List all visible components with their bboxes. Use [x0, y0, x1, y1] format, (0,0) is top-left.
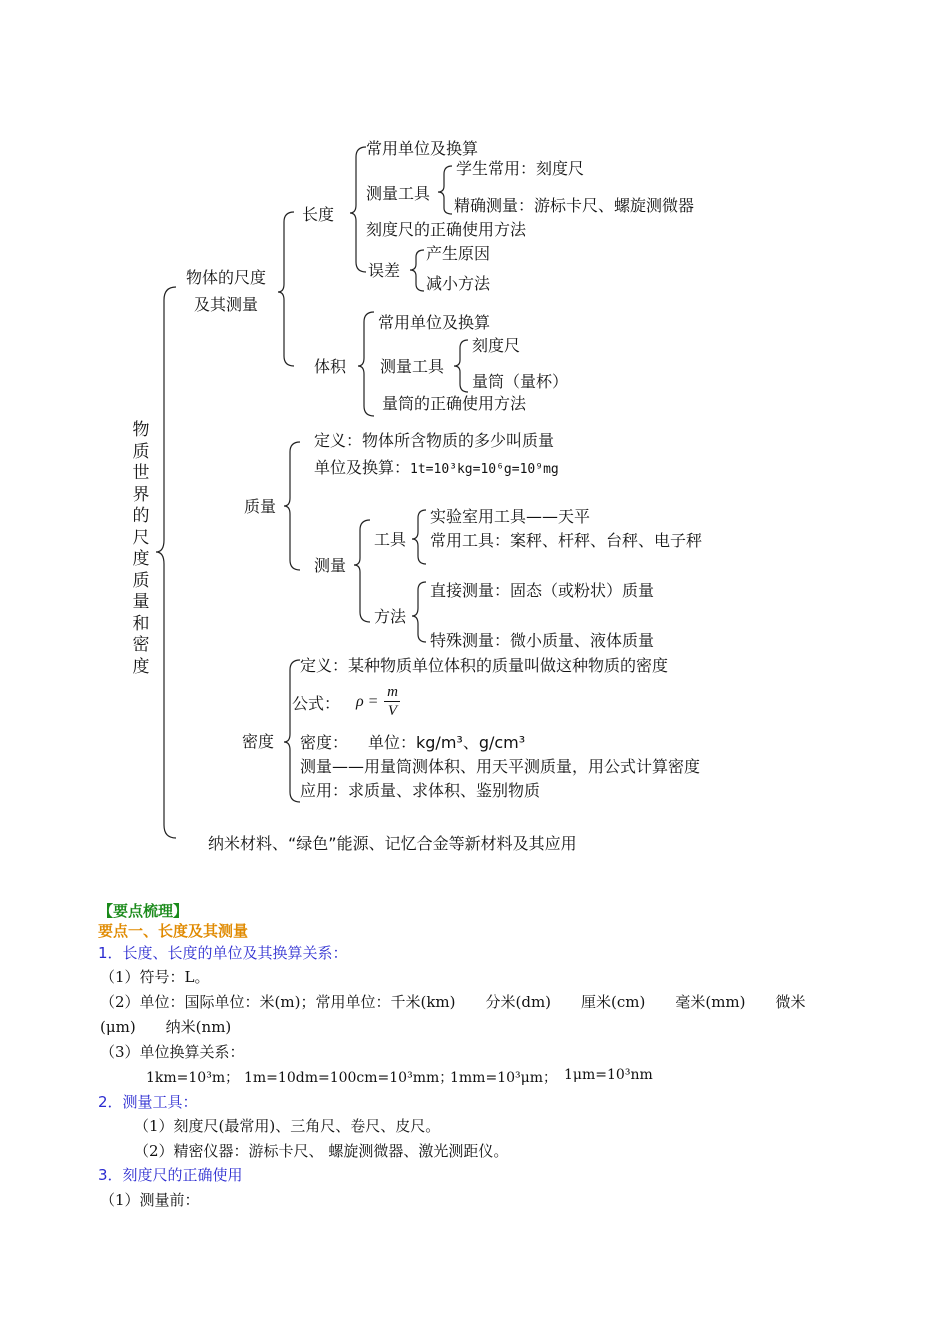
mass-bracket	[284, 442, 300, 570]
conv-m: 1m=10dm=100cm=10³mm；	[244, 1070, 454, 1086]
mass-method-bracket	[412, 582, 426, 642]
density-unit-text: 单位：kg/m³、g/cm³	[368, 733, 526, 752]
length-ruler-use: 刻度尺的正确使用方法	[366, 220, 527, 239]
mass-method-label: 方法	[374, 607, 407, 626]
tools-line1: （1）刻度尺(最常用)、三角尺、卷尺、皮尺。	[134, 1117, 441, 1135]
length-tools-label: 测量工具	[366, 184, 431, 203]
mass-units-formula: 1t=10³kg=10⁶g=10⁹mg	[410, 462, 559, 477]
volume-tool-cylinder: 量筒（量杯）	[472, 372, 569, 391]
volume-units: 常用单位及换算	[378, 313, 491, 332]
new-materials: 纳米材料、“绿色”能源、记忆合金等新材料及其应用	[208, 834, 577, 853]
density-measure: 测量——用量筒测体积、用天平测质量，用公式计算密度	[300, 757, 701, 776]
density-definition: 定义：某种物质单位体积的质量叫做这种物质的密度	[300, 656, 669, 675]
volume-tool-ruler: 刻度尺	[472, 336, 521, 355]
volume-bracket	[358, 312, 374, 416]
conv-km: 1km=10³m；	[146, 1070, 240, 1086]
before-measure: （1）测量前：	[100, 1191, 200, 1209]
volume-tools-label: 测量工具	[380, 357, 445, 376]
root-bracket	[156, 287, 176, 838]
mass-tools-label: 工具	[374, 530, 407, 549]
length-units: 常用单位及换算	[366, 139, 479, 158]
units-line1: （2）单位：国际单位：米(m)；常用单位：千米(km) 分米(dm) 厘米(cm) 毫米(mm) 微米	[100, 993, 806, 1011]
mass-measure-bracket	[354, 520, 370, 622]
symbol-line: （1）符号：L。	[100, 968, 210, 986]
mass-method-special: 特殊测量：微小质量、液体质量	[430, 631, 655, 650]
length-bracket	[350, 147, 366, 272]
mass-definition: 定义：物体所含物质的多少叫质量	[314, 431, 555, 450]
mass-units-prefix: 单位及换算：	[314, 458, 411, 477]
conv-mm: 1mm=10³μm；	[450, 1070, 557, 1086]
density-bracket	[284, 660, 300, 802]
item2-title: 2．测量工具：	[98, 1093, 198, 1111]
length-tool-student: 学生常用：刻度尺	[456, 159, 585, 178]
size-bracket	[278, 212, 294, 366]
mindmap-root-title: 物质世界的尺度 质量和密度	[132, 420, 150, 677]
mass-tool-common: 常用工具：案秤、杆秤、台秤、电子秤	[430, 531, 703, 550]
mass-measure-label: 测量	[314, 556, 347, 575]
length-error-reduce: 减小方法	[426, 274, 491, 293]
mass-method-direct: 直接测量：固态（或粉状）质量	[430, 581, 655, 600]
tools-line2: （2）精密仪器：游标卡尺、 螺旋测微器、激光测距仪。	[134, 1142, 509, 1160]
conv-um: 1μm=10³nm	[564, 1067, 653, 1083]
volume-cylinder-use: 量筒的正确使用方法	[382, 394, 527, 413]
size-label-line2: 及其测量	[194, 295, 259, 314]
length-error-cause: 产生原因	[426, 244, 491, 263]
density-application: 应用：求质量、求体积、鉴别物质	[300, 781, 541, 800]
length-tool-precise: 精确测量：游标卡尺、螺旋测微器	[454, 196, 695, 215]
density-unit-label: 密度：	[300, 733, 349, 752]
mass-tool-lab: 实验室用工具——天平	[430, 507, 591, 526]
length-tools-bracket	[438, 166, 452, 214]
mass-label: 质量	[244, 497, 277, 516]
density-formula-lhs: ρ =	[356, 692, 379, 710]
section-title: 【要点梳理】	[98, 902, 189, 920]
density-label: 密度	[242, 732, 275, 751]
mass-units	[314, 458, 559, 480]
volume-tools-bracket	[454, 340, 468, 392]
item1-title: 1．长度、长度的单位及其换算关系：	[98, 944, 348, 962]
point1-title: 要点一、长度及其测量	[98, 922, 249, 940]
density-formula-num: m	[387, 684, 398, 700]
length-error-label: 误差	[368, 261, 401, 280]
mass-tools-bracket	[412, 510, 426, 564]
error-bracket	[410, 250, 424, 291]
density-formula-den: V	[387, 703, 398, 719]
density-formula	[356, 684, 400, 719]
conversion-title: （3）单位换算关系：	[100, 1043, 245, 1061]
density-formula-label: 公式：	[292, 694, 341, 713]
size-label-line1: 物体的尺度	[186, 268, 267, 287]
item3-title: 3．刻度尺的正确使用	[98, 1166, 243, 1184]
length-label: 长度	[302, 205, 335, 224]
volume-label: 体积	[314, 357, 347, 376]
units-line2: (μm) 纳米(nm)	[100, 1018, 232, 1036]
